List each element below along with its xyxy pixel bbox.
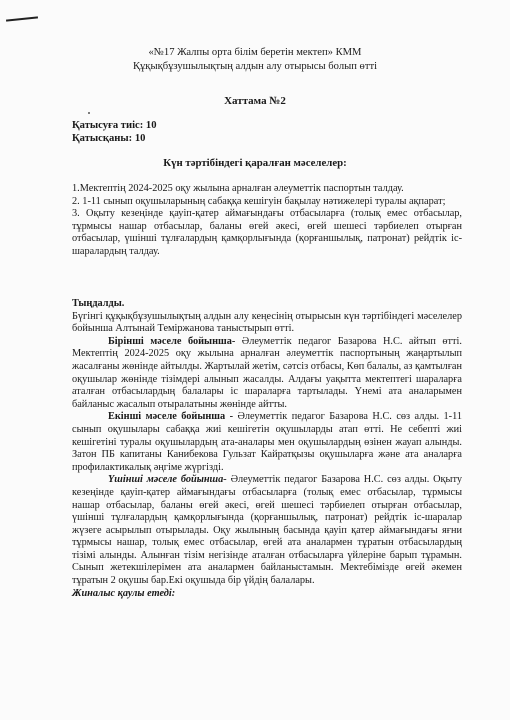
question-1-label: Бірінші мәселе бойынша- [108,335,236,347]
heard-intro: Бүгінгі құқықбұзушылықтың алдын алу кеңесінің отырысын күн тәртібіндегі мәселелер бойынша Алтынай Теміржанова таныстырып өтті. [72,310,462,335]
protocol-title: Хаттама №2 [224,95,286,107]
attendance-present: Қатысқаны: 10 [72,133,146,144]
question-3-paragraph [72,474,462,587]
question-2-text: Әлеуметтік педагог Базарова Н.С. сөз алды. 1-11 сынып оқушылары сабаққа жиі кешігетін оқушыларды атап өтті. Не себепті жиі кешігетіні туралы оқушылардың ата-аналары мен оқушылардың өзінен жауап алынды. Затон ПБ капитаны Канибекова Гульзат Кайратқызы оқушыларға және ата аналарға профилактикалық әңгіме жүргізді. [72,411,463,473]
agenda-item-1: 1.Мектептің 2024-2025 оқу жылына арналған әлеуметтік паспортын талдау. [72,183,404,194]
heard-section [72,298,462,600]
school-name: «№17 Жалпы орта білім беретін мектеп» КММ [148,47,362,58]
pen-mark [6,16,38,21]
question-3-label: Үшінші мәселе бойынша- [108,474,227,486]
question-3-text: Әлеуметтік педагог Базарова Н.С. сөз алды. Оқыту кезеңінде қауіп-қатер аймағындағы отбасыларға (толық емес отбасылар, тұрмысы нашар отбасылар, баланы өгей әкесі, өгей шешесі тәрбиелеп отырған отбасылар, үшінші тұлғалардың қамқорлығында (қорғаншылық, патронат) рейдтік іс-шаралар жүзеге асырылып отырылады. Оқу жылының басында қауіп қатер аймағындағы яғни тұрмысы нашар, толық емес отбасылар, өгей ата аналармен тұратын отбасылардың тізімі алынды. Алынған тізім негізінде аталған отбасыларға үйлеріне барып тұрамын. Сынып жетекшілерімен ата аналармен байланыстамын. Мектебімізде өгей әкемен тұратын 2 оқушы бар.Екі оқушыда бір үйдің балалары. [72,474,462,587]
agenda-heading: Күн тәртібіндегі қаралған мәселелер: [163,157,347,169]
question-2-paragraph [72,411,462,474]
decision-heading: Жиналыс қаулы етеді: [72,587,176,599]
question-2-label: Екінші мәселе бойынша - [108,411,234,423]
attendance-expected: Қатысуға тиіс: 10 [72,120,157,131]
agenda-item-2: 2. 1-11 сынып оқушыларының сабаққа кешігуін бақылау нәтижелері туралы ақпарат; [72,195,446,207]
question-1-paragraph [72,336,462,412]
heard-heading: Тыңдалды. [72,298,125,309]
agenda-list [72,183,462,259]
meeting-subtitle: Құқықбұзушылықтың алдын алу отырысы болып өтті [132,61,378,72]
agenda-item-3: 3. Оқыту кезеңінде қауіп-қатер аймағындағы отбасыларға (толық емес отбасылар, тұрмысы нашар отбасылар, баланы өгей әкесі, өгей шешесі тәрбиелеп отырған отбасылар, үшінші тұлғалардың қамқорлығында (қорғаншылық, патронат) рейдтік іс-шаралардың талдау. [72,208,462,257]
ink-speck [88,112,90,114]
question-1-text: Әлеуметтік педагог Базарова Н.С. айтып өтті. Мектептің 2024-2025 оқу жылына арналған әлеуметтік паспортының жаңартылып жасалғаны жөнінде айтылды. Жартылай жетім, сәтсіз отбасы, Көп балалы, аз қамтылған оқушылар жөнінде тізімдері алынып жасалды. Алдағы уақытта мектептегі шараларға аталған отбасылардың балалары іс шараларға тартылады. Үнемі ата аналарымен байланыс жасалып отыралатыны жөнінде айтты. [72,335,462,410]
